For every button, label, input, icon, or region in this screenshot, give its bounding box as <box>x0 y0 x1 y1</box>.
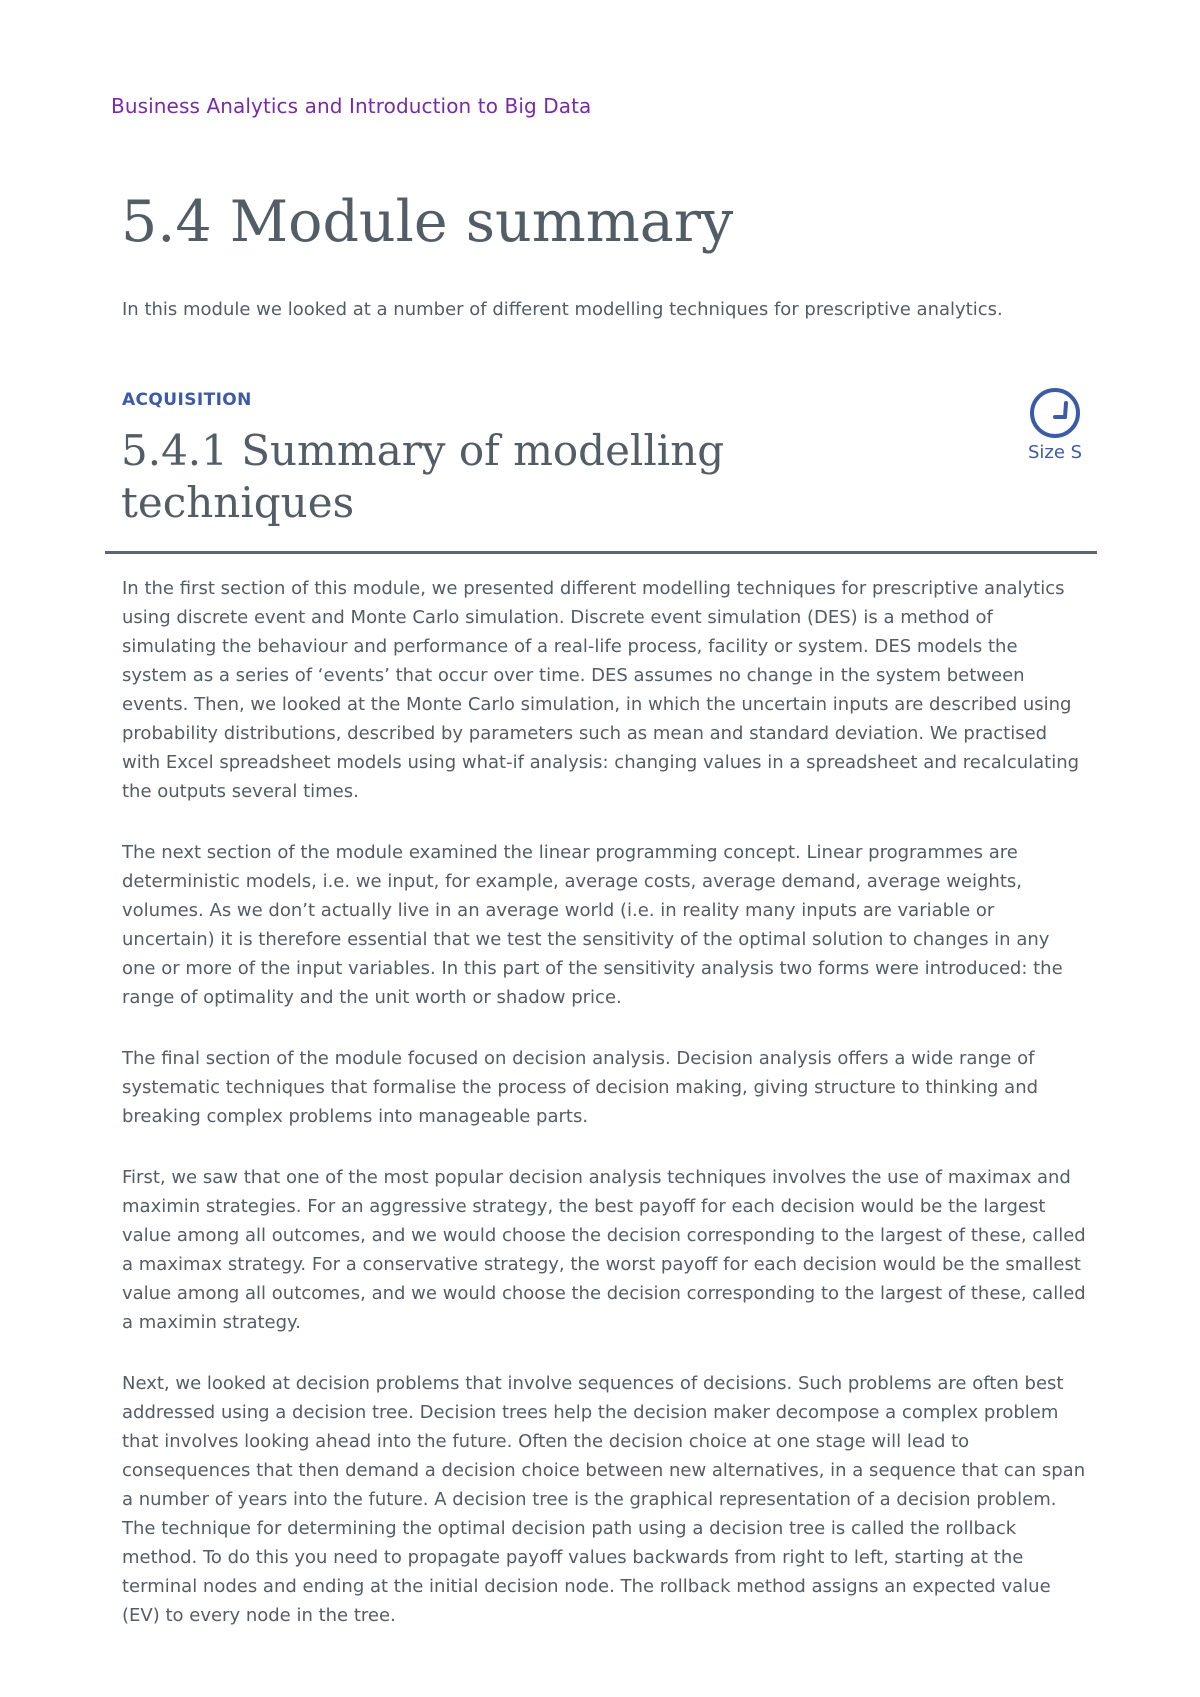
size-label: Size S <box>1027 442 1083 463</box>
paragraph-maximax-maximin: First, we saw that one of the most popular decision analysis techniques involves the use of maximax and maximin strategies. For an aggressive strategy, the best payoff for each decision would be the largest value among all outcomes, and we would choose the decision corresponding to the largest of these, called a maximax strategy. For a conservative strategy, the worst payoff for each decision would be the smallest value among all outcomes, and we would choose the decision corresponding to the largest of these, called a maximin strategy. <box>122 1167 1086 1333</box>
paragraph-decision-trees: Next, we looked at decision problems that involve sequences of decisions. Such problems are often best addressed using a decision tree. Decision trees help the decision maker decompose a complex problem that involves looking ahead into the future. Often the decision choice at one stage will lead to consequences that then demand a decision choice between new alternatives, in a sequence that can span a number of years into the future. A decision tree is the graphical representation of a decision problem. The technique for determining the optimal decision path using a decision tree is called the rollback method. To do this you need to propagate payoff values backwards from right to left, starting at the terminal nodes and ending at the initial decision node. The rollback method assigns an expected value (EV) to every node in the tree. <box>122 1373 1086 1626</box>
paragraph-simulation: In the first section of this module, we presented different modelling techniques for prescriptive analytics using discrete event and Monte Carlo simulation. Discrete event simulation (DES) is a method of simulating the behaviour and performance of a real-life process, facility or system. DES models the system as a series of ‘events’ that occur over time. DES assumes no change in the system between events. Then, we looked at the Monte Carlo simulation, in which the uncertain inputs are described using probability distributions, described by parameters such as mean and standard deviation. We practised with Excel spreadsheet models using what-if analysis: changing values in a spreadsheet and recalculating the outputs several times. <box>122 578 1080 802</box>
page-title: 5.4 Module summary <box>121 189 734 255</box>
clock-icon <box>1028 386 1082 440</box>
size-badge <box>1022 386 1088 463</box>
module-intro: In this module we looked at a number of different modelling techniques for prescriptive analytics. <box>122 299 1003 320</box>
paragraph-linear-programming: The next section of the module examined the linear programming concept. Linear programmes are deterministic models, i.e. we input, for example, average costs, average demand, average weights, volumes. As we don’t actually live in an average world (i.e. in reality many inputs are variable or uncertain) it is therefore essential that we test the sensitivity of the optimal solution to changes in any one or more of the input variables. In this part of the sensitivity analysis two forms were introduced: the range of optimality and the unit worth or shadow price. <box>122 842 1063 1008</box>
section-title: 5.4.1 Summary of modelling techniques <box>121 426 725 527</box>
activity-type-label: ACQUISITION <box>122 390 252 410</box>
paragraph-decision-analysis: The final section of the module focused on decision analysis. Decision analysis offers a wide range of systematic techniques that formalise the process of decision making, giving structure to thinking and breaking complex problems into manageable parts. <box>122 1048 1039 1127</box>
course-title-header: Business Analytics and Introduction to Big Data <box>111 94 592 118</box>
summary-body <box>122 574 1088 1662</box>
section-divider <box>105 551 1097 554</box>
